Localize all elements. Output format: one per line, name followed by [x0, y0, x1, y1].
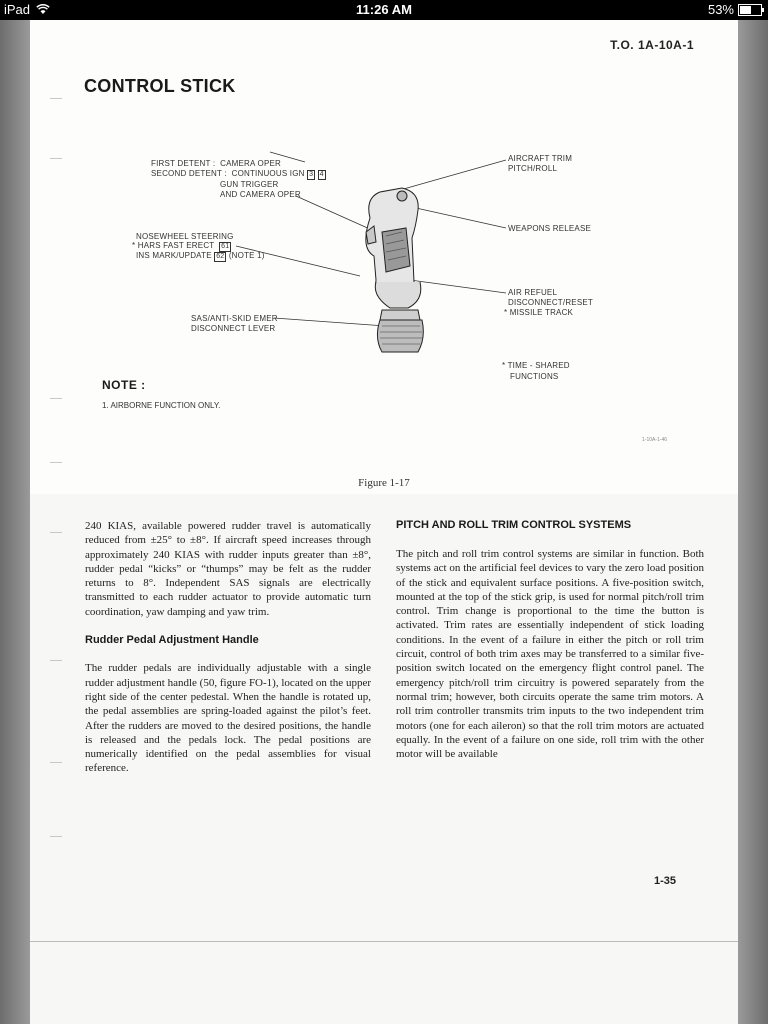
leader-line [296, 196, 372, 230]
callout-sas-line2: DISCONNECT LEVER [191, 324, 276, 333]
margin-mark [50, 836, 62, 837]
right-column [396, 547, 704, 761]
document-page[interactable] [30, 20, 738, 1024]
callout-box-number: 61 [221, 243, 230, 250]
callout-ins-text: INS MARK/UPDATE [136, 251, 212, 260]
callout-second-detent-text: SECOND DETENT : CONTINUOUS IGN [151, 169, 305, 178]
callout-refuel-line1: AIR REFUEL [508, 288, 558, 297]
figure-caption: Figure 1-17 [358, 477, 410, 489]
battery-fill [740, 6, 751, 14]
status-time: 11:26 AM [356, 2, 412, 17]
leader-line [416, 208, 506, 228]
callout-box-number: 62 [216, 253, 225, 260]
callout-weapons-release: WEAPONS RELEASE [508, 224, 592, 233]
callout-ins-note: (NOTE 1) [228, 251, 265, 260]
margin-mark [50, 532, 62, 533]
callout-box-number: 4 [319, 171, 324, 178]
previous-page-edge[interactable] [0, 20, 30, 1024]
leader-line [274, 318, 385, 326]
battery-percent: 53% [707, 2, 734, 17]
callout-hars-text: * HARS FAST ERECT [132, 241, 215, 250]
control-stick-illustration [30, 20, 738, 380]
leader-line [400, 160, 506, 190]
left-paragraph-2: The rudder pedals are individually adjustable with a single rudder adjustment handle (50, figure FO-1), located on the upper right side of the center pedestal. When the handle is rotated up, the pedal assemblies are spring-loaded against the pilot’s feet. After the rudders are moved to the desired positions, the handle is released and the pedals lock. The pedal positions are numerically identified on the pedal assemblies for visual reference. [85, 662, 371, 775]
stick-grip [366, 188, 424, 352]
right-paragraph-1: The pitch and roll trim control systems are similar in function. Both systems act on the artificial feel devices to vary the zero load position of the stick and equivalent surface positions. A five-position switch, mounted at the top of the stick grip, is used for normal pitch/roll trim control. Trim change is proportional to the time the button is activated. Trim rates are essentially independent of stick loading conditions. In the event of a failure in either the pitch or roll trim circuit, control of both trim axes may be transferred to a similar five-position switch located on the emergency flight control panel. The emergency pitch/roll trim circuitry is powered separately from the normal trim; however, both circuits operate the same trim motors. A roll trim controller transmits trim inputs to the two independent trim motors (one for each aileron) so that the roll trim motors are actuated equally. In the event of a failure on one side, roll trim with the other motor will be available [396, 548, 704, 761]
status-bar [0, 0, 768, 20]
document-number: T.O. 1A-10A-1 [610, 38, 694, 52]
status-right [708, 2, 762, 17]
page-bottom-rule [30, 941, 738, 942]
leader-line [410, 280, 506, 293]
note-text: 1. AIRBORNE FUNCTION ONLY. [102, 401, 221, 410]
battery-icon [738, 4, 762, 16]
callout-ins-mark [136, 251, 265, 262]
callout-trim-line1: AIRCRAFT TRIM [508, 154, 573, 163]
margin-mark [50, 762, 62, 763]
callout-first-detent: FIRST DETENT : CAMERA OPER [151, 159, 282, 168]
callout-camera-oper: AND CAMERA OPER [220, 190, 301, 199]
callout-box-number: 3 [309, 171, 314, 178]
margin-mark [50, 462, 62, 463]
callout-refuel-line2: DISCONNECT/RESET [508, 298, 593, 307]
pitch-roll-heading: PITCH AND ROLL TRIM CONTROL SYSTEMS [396, 519, 632, 531]
callout-refuel-line3: * MISSILE TRACK [504, 308, 574, 317]
callout-nosewheel-steering: NOSEWHEEL STEERING [136, 232, 234, 241]
left-paragraph-1: 240 KIAS, available powered rudder travel is automatically reduced from ±25° to ±8°. If aircraft speed increases through approximately 240 KIAS with rudder inputs greater than ±8°, rudder pedal “kicks” or “thumps” may be felt as the rudder returns to 8°. Independent SAS signals are electrically transmitted to each rudder actuator to provide automatic turn coordination, yaw damping and yaw trim. [85, 520, 371, 618]
callout-sas-line1: SAS/ANTI-SKID EMER [191, 314, 278, 323]
page-title: CONTROL STICK [84, 76, 236, 96]
note-title: NOTE : [102, 378, 146, 392]
device-name: iPad [4, 2, 31, 17]
left-column [85, 519, 371, 776]
next-page-edge[interactable] [738, 20, 768, 1024]
figure-code: 1-10A-1-46 [642, 437, 668, 443]
page-number: 1-35 [654, 875, 677, 887]
callout-trim-line2: PITCH/ROLL [508, 164, 558, 173]
margin-mark [50, 660, 62, 661]
callout-timeshared-line2: FUNCTIONS [510, 372, 559, 381]
callout-gun-trigger: GUN TRIGGER [220, 180, 279, 189]
margin-mark [50, 398, 62, 399]
callout-timeshared-line1: * TIME - SHARED [502, 361, 570, 370]
rudder-pedal-heading: Rudder Pedal Adjustment Handle [85, 634, 259, 647]
callout-second-detent [151, 169, 326, 180]
